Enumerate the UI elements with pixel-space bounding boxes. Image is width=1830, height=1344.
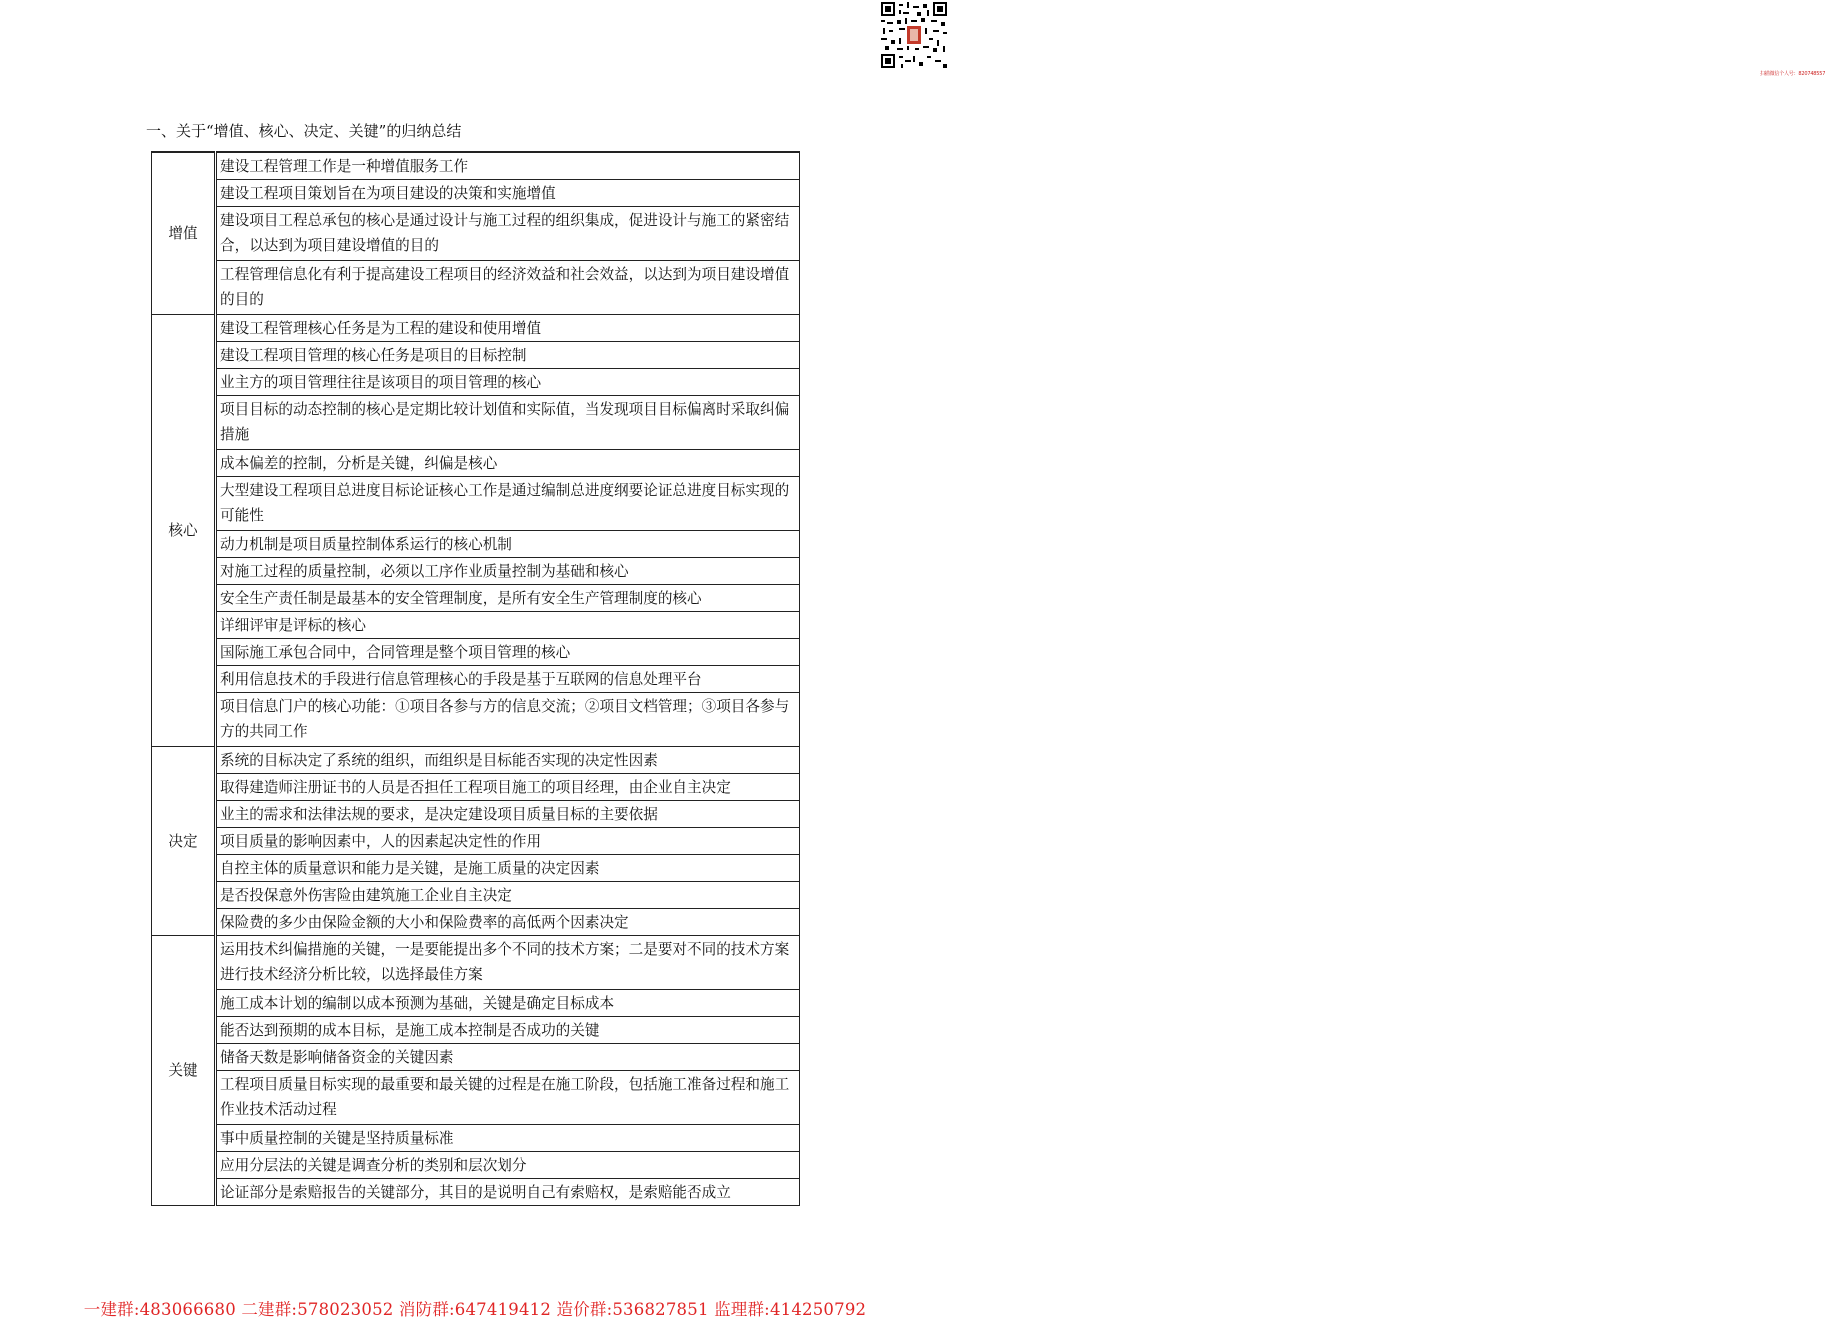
table-row	[152, 909, 800, 936]
table-row	[152, 207, 800, 261]
table-row	[152, 369, 800, 396]
table-row	[152, 882, 800, 909]
item-cell: 国际施工承包合同中，合同管理是整个项目管理的核心	[216, 639, 800, 666]
table-row	[152, 477, 800, 531]
item-cell: 对施工过程的质量控制，必须以工序作业质量控制为基础和核心	[216, 558, 800, 585]
qr-caption: 扫描微信个人号：820748557	[1760, 71, 1826, 77]
table-row	[152, 1152, 800, 1179]
qr-code	[881, 2, 1826, 77]
table-row	[152, 936, 800, 990]
item-cell: 论证部分是索赔报告的关键部分，其目的是说明自己有索赔权，是索赔能否成立	[216, 1179, 800, 1206]
table-row	[152, 1125, 800, 1152]
table-row	[152, 1044, 800, 1071]
item-cell: 是否投保意外伤害险由建筑施工企业自主决定	[216, 882, 800, 909]
category-cell: 核心	[152, 315, 216, 747]
item-cell: 自控主体的质量意识和能力是关键，是施工质量的决定因素	[216, 855, 800, 882]
table-row	[152, 558, 800, 585]
item-cell: 储备天数是影响储备资金的关键因素	[216, 1044, 800, 1071]
table-row	[152, 828, 800, 855]
item-cell: 建设工程项目策划旨在为项目建设的决策和实施增值	[216, 180, 800, 207]
table-row	[152, 1071, 800, 1125]
table-row	[152, 639, 800, 666]
item-cell: 应用分层法的关键是调查分析的类别和层次划分	[216, 1152, 800, 1179]
table-row	[152, 152, 800, 180]
table-row	[152, 531, 800, 558]
table-row	[152, 774, 800, 801]
item-cell: 施工成本计划的编制以成本预测为基础，关键是确定目标成本	[216, 990, 800, 1017]
table-row	[152, 261, 800, 315]
category-cell: 关键	[152, 936, 216, 1206]
item-cell: 动力机制是项目质量控制体系运行的核心机制	[216, 531, 800, 558]
item-cell: 建设项目工程总承包的核心是通过设计与施工过程的组织集成，促进设计与施工的紧密结合，以达到为项目建设增值的目的	[216, 207, 800, 261]
item-cell: 安全生产责任制是最基本的安全管理制度，是所有安全生产管理制度的核心	[216, 585, 800, 612]
table-row	[152, 396, 800, 450]
table-row	[152, 315, 800, 342]
table-row	[152, 666, 800, 693]
item-cell: 大型建设工程项目总进度目标论证核心工作是通过编制总进度纲要论证总进度目标实现的可能性	[216, 477, 800, 531]
item-cell: 业主的需求和法律法规的要求，是决定建设项目质量目标的主要依据	[216, 801, 800, 828]
item-cell: 利用信息技术的手段进行信息管理核心的手段是基于互联网的信息处理平台	[216, 666, 800, 693]
item-cell: 能否达到预期的成本目标，是施工成本控制是否成功的关键	[216, 1017, 800, 1044]
table-row	[152, 450, 800, 477]
table-row	[152, 585, 800, 612]
item-cell: 业主方的项目管理往往是该项目的项目管理的核心	[216, 369, 800, 396]
item-cell: 成本偏差的控制，分析是关键，纠偏是核心	[216, 450, 800, 477]
item-cell: 项目质量的影响因素中，人的因素起决定性的作用	[216, 828, 800, 855]
footer-group-numbers: 一建群:483066680 二建群:578023052 消防群:647419412 造价群:536827851 监理群:414250792	[83, 1300, 867, 1319]
item-cell: 建设工程项目管理的核心任务是项目的目标控制	[216, 342, 800, 369]
table-row	[152, 342, 800, 369]
item-cell: 系统的目标决定了系统的组织，而组织是目标能否实现的决定性因素	[216, 747, 800, 774]
item-cell: 事中质量控制的关键是坚持质量标准	[216, 1125, 800, 1152]
qr-code-image	[881, 2, 947, 68]
item-cell: 建设工程管理核心任务是为工程的建设和使用增值	[216, 315, 800, 342]
table-row	[152, 855, 800, 882]
item-cell: 项目信息门户的核心功能：①项目各参与方的信息交流；②项目文档管理；③项目各参与方的共同工作	[216, 693, 800, 747]
table-row	[152, 801, 800, 828]
table-row	[152, 1017, 800, 1044]
table-row	[152, 747, 800, 774]
item-cell: 运用技术纠偏措施的关键，一是要能提出多个不同的技术方案；二是要对不同的技术方案进行技术经济分析比较，以选择最佳方案	[216, 936, 800, 990]
table-row	[152, 990, 800, 1017]
item-cell: 取得建造师注册证书的人员是否担任工程项目施工的项目经理，由企业自主决定	[216, 774, 800, 801]
category-cell: 增值	[152, 152, 216, 315]
category-cell: 决定	[152, 747, 216, 936]
section-heading: 一、关于“增值、核心、决定、关键”的归纳总结	[146, 122, 462, 140]
item-cell: 建设工程管理工作是一种增值服务工作	[216, 152, 800, 180]
item-cell: 保险费的多少由保险金额的大小和保险费率的高低两个因素决定	[216, 909, 800, 936]
table-row	[152, 612, 800, 639]
item-cell: 工程项目质量目标实现的最重要和最关键的过程是在施工阶段，包括施工准备过程和施工作业技术活动过程	[216, 1071, 800, 1125]
item-cell: 工程管理信息化有利于提高建设工程项目的经济效益和社会效益，以达到为项目建设增值的目的	[216, 261, 800, 315]
summary-table	[151, 151, 800, 1206]
table-row	[152, 180, 800, 207]
item-cell: 详细评审是评标的核心	[216, 612, 800, 639]
table-row	[152, 693, 800, 747]
table-row	[152, 1179, 800, 1206]
item-cell: 项目目标的动态控制的核心是定期比较计划值和实际值，当发现项目目标偏离时采取纠偏措施	[216, 396, 800, 450]
